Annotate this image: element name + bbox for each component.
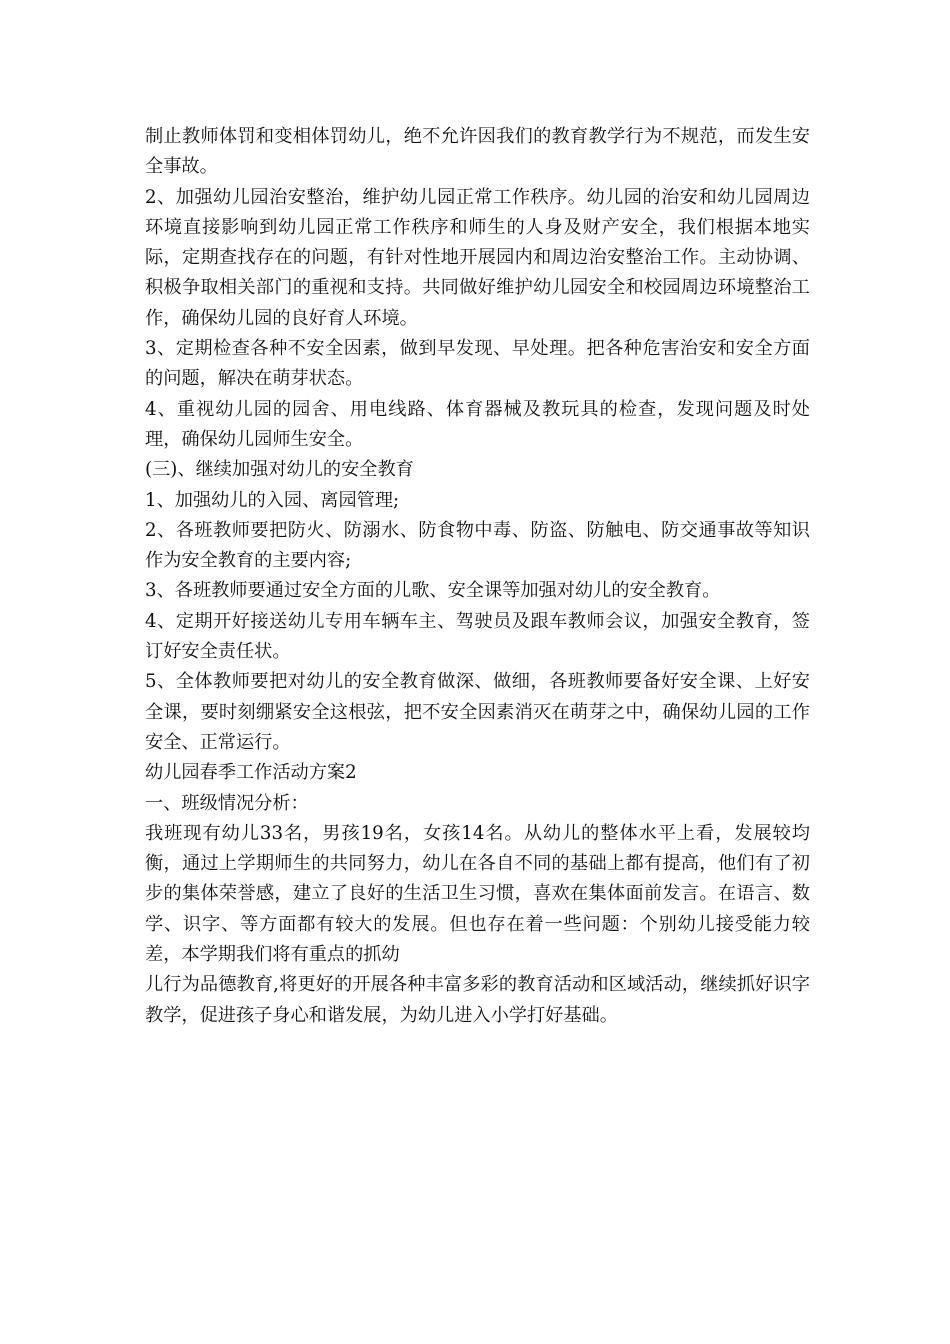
paragraph-teacher-safety-lessons: 5、全体教师要把对幼儿的安全教育做深、做细，各班教师要备好安全课、上好安全课，要时刻绷紧安全这根弦，把不安全因素消灭在萌芽之中，确保幼儿园的工作安全、正常运行。 <box>145 671 810 753</box>
section-heading-safety-education: (三)、继续加强对幼儿的安全教育 <box>145 459 414 481</box>
section-heading-class-analysis: 一、班级情况分析： <box>145 792 309 814</box>
plan-title: 幼儿园春季工作活动方案2 <box>145 762 357 784</box>
paragraph-class-analysis: 我班现有幼儿33名，男孩19名，女孩14名。从幼儿的整体水平上看，发展较均衡，通过上学期师生的共同努力，幼儿在各自不同的基础上都有提高，他们有了初步的集体荣誉感，建立了良好的生活卫生习惯，喜欢在集体面前发言。在语言、数学、识字、等方面都有较大的发展。但也存在着一些问题：个别幼儿接受能力较差，本学期我们将有重点的抓幼 <box>145 822 810 966</box>
paragraph-songs-lessons: 3、各班教师要通过安全方面的儿歌、安全课等加强对幼儿的安全教育。 <box>145 580 721 602</box>
paragraph-vehicle-meetings: 4、定期开好接送幼儿专用车辆车主、驾驶员及跟车教师会议，加强安全教育，签订好安全责任状。 <box>145 610 810 663</box>
document-body <box>145 122 810 1031</box>
paragraph-arrival-departure: 1、加强幼儿的入园、离园管理; <box>145 489 400 511</box>
paragraph-behavior-education: 儿行为品德教育,将更好的开展各种丰富多彩的教育活动和区域活动，继续抓好识字教学，促进孩子身心和谐发展，为幼儿进入小学打好基础。 <box>145 974 810 1026</box>
paragraph-safety-topics: 2、各班教师要把防火、防溺水、防食物中毒、防盗、防触电、防交通事故等知识作为安全教育的主要内容; <box>145 519 810 572</box>
paragraph-safety-teaching-conduct: 制止教师体罚和变相体罚幼儿，绝不允许因我们的教育教学行为不规范，而发生安全事故。 <box>145 126 810 178</box>
paragraph-facility-check: 4、重视幼儿园的园舍、用电线路、体育器械及教玩具的检查，发现问题及时处理，确保幼儿园师生安全。 <box>145 398 810 450</box>
paragraph-security-rectification: 2、加强幼儿园治安整治，维护幼儿园正常工作秩序。幼儿园的治安和幼儿园周边环境直接影响到幼儿园正常工作秩序和师生的人身及财产安全，我们根据本地实际，定期查找存在的问题，有针对性地开展园内和周边治安整治工作。主动协调、积极争取相关部门的重视和支持。共同做好维护幼儿园安全和校园周边环境整治工作，确保幼儿园的良好育人环境。 <box>145 186 810 329</box>
paragraph-regular-inspection: 3、定期检查各种不安全因素，做到早发现、早处理。把各种危害治安和安全方面的问题，解决在萌芽状态。 <box>145 338 810 390</box>
